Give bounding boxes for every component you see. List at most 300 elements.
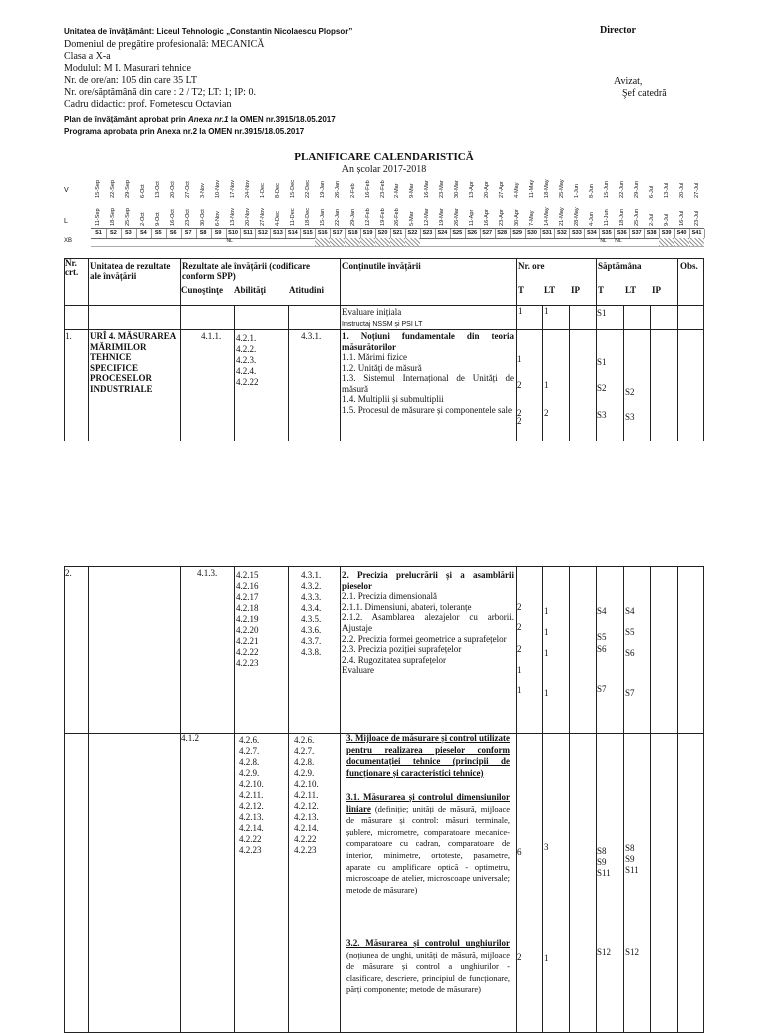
cal-week-number: S35 xyxy=(599,229,615,238)
cal-week-number: S5 xyxy=(151,229,167,238)
cal-date-bottom-18 xyxy=(345,200,360,227)
cal-week-number: S1 xyxy=(91,229,107,238)
cal-date-text: 5-Mar xyxy=(409,211,416,226)
col-results-header-label: Rezultate ale învățării (codificare conform SPP) xyxy=(182,261,311,281)
cal-week-number: S32 xyxy=(554,229,570,238)
row3-week31-t-1: S8 xyxy=(597,846,607,856)
eval-week: S1 xyxy=(597,308,607,318)
row3-skill-3: 4.2.8. xyxy=(239,757,260,767)
cal-date-text: 21-May xyxy=(558,207,565,226)
row2-cell-ip xyxy=(569,566,597,734)
cal-week-number: S27 xyxy=(480,229,496,238)
cal-date-text: 4-Jun xyxy=(588,212,595,226)
row3-knowledge: 4.1.2 xyxy=(181,733,199,743)
cal-date-text: 22-Jan xyxy=(334,208,341,226)
row2-nr: 2. xyxy=(65,568,72,578)
row2-cell-obs xyxy=(677,566,704,734)
cal-hatch-cell xyxy=(360,238,375,246)
cal-hatch-cell xyxy=(659,238,674,246)
row1-week-lt-2: S3 xyxy=(625,412,635,422)
row1-t-3: 2 xyxy=(517,408,522,418)
row1-lt-2: 2 xyxy=(544,408,549,418)
eval-row-cell-k xyxy=(180,305,235,330)
cal-hatch-cell xyxy=(375,238,390,246)
cal-week-number: S6 xyxy=(166,229,182,238)
row2-attitude-3: 4.3.3. xyxy=(301,592,322,602)
cal-date-text: 22-Jun xyxy=(618,180,625,198)
cal-hatch-cell xyxy=(689,238,704,246)
row2-t-3: 2 xyxy=(517,644,522,654)
row3-cell-unit xyxy=(88,733,181,1033)
row3-week32-lt: S12 xyxy=(625,947,640,957)
cal-date-text: 19-Jan xyxy=(319,180,326,198)
cal-date-top-5 xyxy=(151,172,166,199)
calendar-bottom-dates xyxy=(91,200,704,227)
row2-skill-3: 4.2.17 xyxy=(236,592,259,602)
row3-lt31: 3 xyxy=(544,842,549,852)
row1-skill-3: 4.2.3. xyxy=(236,355,257,365)
cal-date-text: 16-Mar xyxy=(424,180,431,198)
row3-content-title xyxy=(346,733,510,779)
cal-week-number: S28 xyxy=(495,229,511,238)
row3-attitude-5: 4.2.10. xyxy=(294,779,319,789)
row3-skill-7: 4.2.12. xyxy=(239,801,264,811)
row1-skill-1: 4.2.1. xyxy=(236,333,257,343)
cal-date-text: 13-Oct xyxy=(155,181,162,198)
row2-item-2: 2.1. Precizia dimensională xyxy=(342,591,437,602)
row3-skill-5: 4.2.10. xyxy=(239,779,264,789)
cal-week-number: S15 xyxy=(300,229,316,238)
eval-row-cell-nr xyxy=(64,305,89,330)
eval-row-cell-wlt xyxy=(623,305,651,330)
cal-date-text: 30-Oct xyxy=(200,209,207,226)
row2-attitudes xyxy=(301,570,321,658)
cal-date-top-6 xyxy=(166,172,181,199)
row1-item-5: 1.4. Multiplii și submultiplii xyxy=(342,394,444,404)
row3-week32-t: S12 xyxy=(597,947,612,957)
cal-date-text: 2-Mar xyxy=(394,183,401,198)
cal-date-top-12 xyxy=(255,172,270,199)
director-label: Director xyxy=(600,25,636,36)
cal-date-text: 30-Mar xyxy=(454,180,461,198)
cal-week-number: S37 xyxy=(629,229,645,238)
cal-date-text: 27-Oct xyxy=(185,181,192,198)
cal-date-top-24 xyxy=(435,172,450,199)
cal-date-top-39 xyxy=(659,172,674,199)
cal-week-number: S30 xyxy=(525,229,541,238)
cal-date-text: 6-Oct xyxy=(140,184,147,198)
cal-date-text: 18-Jun xyxy=(618,208,625,226)
cal-label-l: L xyxy=(64,218,68,225)
cal-date-text: 7-May xyxy=(529,210,536,226)
cal-date-text: 14-May xyxy=(544,207,550,226)
row2-week-t-4: S7 xyxy=(597,684,607,694)
cal-date-text: 28-May xyxy=(573,207,580,226)
cal-date-text: 12-Mar xyxy=(424,208,431,226)
row3-cell-obs xyxy=(677,733,704,1033)
row2-lt-1: 1 xyxy=(544,606,549,616)
row2-week-t-1: S4 xyxy=(597,606,607,616)
cal-date-top-8 xyxy=(196,172,211,199)
cal-date-bottom-11 xyxy=(241,200,256,227)
module-line: Modulul: M I. Masurari tehnice xyxy=(64,63,191,74)
row3-cell-lt xyxy=(542,733,570,1033)
col-week-lt: LT xyxy=(625,285,637,295)
cal-date-bottom-4 xyxy=(136,200,151,227)
cal-week-number: S3 xyxy=(121,229,137,238)
cal-date-bottom-8 xyxy=(196,200,211,227)
eval-row-cell-obs xyxy=(677,305,704,330)
cal-date-bottom-17 xyxy=(330,200,345,227)
row1-nr: 1. xyxy=(65,331,72,341)
eval-row-cell-ip xyxy=(569,305,597,330)
hours-week-line: Nr. ore/săptămână din care : 2 / T2; LT: 1; IP: 0. xyxy=(64,87,256,98)
cal-date-bottom-32 xyxy=(554,200,569,227)
row2-skill-9: 4.2.23 xyxy=(236,658,259,668)
cal-date-text: 26-Mar xyxy=(454,208,461,226)
cal-date-top-14 xyxy=(285,172,300,199)
row2-t-2: 2 xyxy=(517,622,522,632)
cal-date-bottom-16 xyxy=(315,200,330,227)
row3-attitude-1: 4.2.6. xyxy=(294,735,315,745)
row1-cell-ip xyxy=(569,329,597,441)
cal-date-text: 19-Feb xyxy=(379,208,386,226)
row1-skill-4: 4.2.4. xyxy=(236,366,257,376)
cal-week-number: S41 xyxy=(689,229,705,238)
cal-date-top-15 xyxy=(300,172,315,199)
row2-cell-wip xyxy=(650,566,678,734)
cal-date-text: 23-Apr xyxy=(499,209,506,226)
row2-t-1: 2 xyxy=(517,602,522,612)
row1-t-2: 2 xyxy=(517,380,522,390)
col-week-ip: IP xyxy=(652,285,661,295)
cal-date-top-37 xyxy=(629,172,644,199)
cal-week-number: S31 xyxy=(540,229,556,238)
row1-cell-obs xyxy=(677,329,704,441)
row2-skill-1: 4.2.15 xyxy=(236,570,259,580)
row3-attitude-2: 4.2.7. xyxy=(294,746,315,756)
cal-date-text: 2-Oct xyxy=(140,212,147,226)
cal-date-top-30 xyxy=(525,172,540,199)
cal-date-text: 17-Nov xyxy=(230,179,237,198)
row3-attitude-9: 4.2.14. xyxy=(294,823,319,833)
cal-date-text: 26-Feb xyxy=(394,208,401,226)
cal-date-top-2 xyxy=(106,172,121,199)
row1-week-t-3: S3 xyxy=(597,410,607,420)
row1-knowledge: 4.1.1. xyxy=(201,331,222,341)
row1-cell-a xyxy=(288,329,341,441)
row2-skill-4: 4.2.18 xyxy=(236,603,259,613)
cal-date-bottom-15 xyxy=(300,200,315,227)
cal-week-number: S4 xyxy=(136,229,152,238)
cal-date-top-18 xyxy=(345,172,360,199)
cal-date-text: 25-Sep xyxy=(125,207,132,226)
cal-date-top-35 xyxy=(599,172,614,199)
col-knowledge-header: Cunoştinţe xyxy=(181,285,224,295)
cal-date-bottom-13 xyxy=(270,200,285,227)
cal-date-bottom-5 xyxy=(151,200,166,227)
row3-item-32 xyxy=(346,938,510,996)
cal-date-top-9 xyxy=(211,172,226,199)
cal-date-text: 27-Nov xyxy=(259,207,266,226)
row2-skills xyxy=(236,570,259,669)
cal-date-text: 6-Nov xyxy=(215,211,222,226)
row2-t-4: 1 xyxy=(517,665,522,675)
row2-item-6: 2.3. Precizia poziției suprafețelor xyxy=(342,644,462,655)
page-title: PLANIFICARE CALENDARISTICĂ xyxy=(294,151,474,163)
row3-week31-lt-3: S11 xyxy=(625,865,639,875)
row3-week31-t-2: S9 xyxy=(597,857,607,867)
cal-date-text: 13-Nov xyxy=(230,207,237,226)
cal-date-bottom-20 xyxy=(375,200,390,227)
cal-date-top-1 xyxy=(91,172,106,199)
cal-date-text: 11-Sep xyxy=(95,208,102,226)
row2-attitude-8: 4.3.8. xyxy=(301,647,322,657)
row3-cell-wt xyxy=(596,733,624,1033)
row2-skill-7: 4.2.21 xyxy=(236,636,259,646)
row2-t-5: 1 xyxy=(517,685,522,695)
row2-attitude-4: 4.3.4. xyxy=(301,603,322,613)
row3-weeks31-lt xyxy=(625,843,639,876)
row1-item-3: 1.2. Unități de măsură xyxy=(342,362,422,373)
row3-item-32-body: (noțiunea de unghi, unități de măsură, mijloace de măsurare și control a unghiurilor - clasificare, descriere, principiul de funcționare, părți componente; metode de măsurare) xyxy=(346,949,510,995)
row3-attitude-11: 4.2.23 xyxy=(294,845,317,855)
row3-title: 3. Mijloace de măsurare și control utilizate pentru realizarea pieselor conform documentației tehnice (principii de funcționare și caracteristici tehnice) xyxy=(346,733,510,778)
cal-date-text: 24-Nov xyxy=(244,179,251,198)
row3-week31-lt-1: S8 xyxy=(625,843,635,853)
row1-cell-k xyxy=(180,329,235,441)
cal-date-top-31 xyxy=(540,172,555,199)
cal-week-number: S24 xyxy=(435,229,451,238)
row2-lt-4: 1 xyxy=(544,688,549,698)
row3-skill-1: 4.2.6. xyxy=(239,735,260,745)
row3-skills xyxy=(239,735,264,856)
cal-date-bottom-7 xyxy=(181,200,196,227)
cal-date-bottom-40 xyxy=(674,200,689,227)
cal-date-text: 10-Nov xyxy=(215,179,222,198)
cal-date-text: 9-Oct xyxy=(155,212,162,226)
row2-item-3: 2.1.1. Dimensiuni, abateri, toleranțe xyxy=(342,601,472,612)
row3-item-32-title: 3.2. Măsurarea și controlul unghiurilor xyxy=(346,938,510,948)
row2-cell-nr xyxy=(64,566,89,734)
col-obs-header-label: Obs. xyxy=(680,261,698,271)
cal-date-text: 18-Dec xyxy=(304,207,311,226)
cal-date-text: 18-Sep xyxy=(110,207,117,226)
cal-date-text: 11-Apr xyxy=(469,209,476,226)
col-week-t: T xyxy=(598,285,605,295)
cal-date-text: 9-Mar xyxy=(409,183,416,198)
row2-cell-k xyxy=(180,566,235,734)
cal-date-bottom-39 xyxy=(659,200,674,227)
curriculum-plan-line: Plan de învățământ aprobat prin Anexa nr.1 la OMEN nr.3915/18.05.2017 xyxy=(64,115,336,124)
eval-initial: Evaluare inițiala xyxy=(342,307,402,317)
cal-nl-label: NL xyxy=(226,238,233,244)
cal-date-bottom-22 xyxy=(405,200,420,227)
cal-nl-label: NL xyxy=(600,238,607,244)
row3-cell-nr xyxy=(64,733,89,1033)
col-skills-header: Abilităţi xyxy=(234,285,267,295)
cal-date-text: 27-Apr xyxy=(499,181,506,198)
row1-item-4: 1.3. Sistemul Internațional de Unități de măsură xyxy=(342,373,514,394)
class-line: Clasa a X-a xyxy=(64,51,111,62)
row2-skill-8: 4.2.22 xyxy=(236,647,259,657)
row2-skill-2: 4.2.16 xyxy=(236,581,259,591)
cal-date-text: 1-Dec xyxy=(259,183,266,198)
cal-hatch-cell xyxy=(674,238,689,246)
cal-date-bottom-2 xyxy=(106,200,121,227)
cal-date-text: 8-Jun xyxy=(588,184,595,198)
cal-date-top-26 xyxy=(465,172,480,199)
cal-date-text: 16-Oct xyxy=(170,209,177,226)
cal-date-bottom-37 xyxy=(629,200,644,227)
school-unit: Unitatea de învățământ: Liceul Tehnologic „Constantin Nicolaescu Plopsor” xyxy=(64,27,353,36)
cal-date-text: 16-Apr xyxy=(484,209,491,226)
row3-skill-8: 4.2.13. xyxy=(239,812,264,822)
row3-attitude-6: 4.2.11. xyxy=(294,790,319,800)
cal-date-top-20 xyxy=(375,172,390,199)
cal-date-bottom-12 xyxy=(255,200,270,227)
row2-knowledge: 4.1.3. xyxy=(197,568,218,578)
cal-week-number: S12 xyxy=(255,229,271,238)
cal-date-top-21 xyxy=(390,172,405,199)
cal-date-text: 29-Jun xyxy=(633,180,640,198)
row3-skill-4: 4.2.9. xyxy=(239,768,260,778)
row3-skill-11: 4.2.23 xyxy=(239,845,262,855)
cal-week-number: S36 xyxy=(614,229,630,238)
row1-item-1: 1. Noțiuni fundamentale din teoria măsurătorilor xyxy=(342,331,514,352)
cal-date-top-28 xyxy=(495,172,510,199)
cal-date-text: 15-Jun xyxy=(603,180,610,198)
cal-week-number: S22 xyxy=(405,229,421,238)
cal-date-bottom-6 xyxy=(166,200,181,227)
row1-attitudes: 4.3.1. xyxy=(301,331,322,341)
cal-week-number: S38 xyxy=(644,229,660,238)
cal-hatch-cell xyxy=(405,238,420,246)
cal-date-text: 23-Jul xyxy=(693,210,700,226)
row3-item-31 xyxy=(346,792,510,896)
cal-date-top-3 xyxy=(121,172,136,199)
cal-date-text: 4-May xyxy=(514,182,521,198)
row2-attitude-5: 4.3.5. xyxy=(301,614,322,624)
cal-nl-label: NL xyxy=(615,238,622,244)
cal-date-top-19 xyxy=(360,172,375,199)
row3-skill-6: 4.2.11. xyxy=(239,790,264,800)
cal-date-text: 12-Feb xyxy=(364,208,371,226)
cal-date-text: 27-Jul xyxy=(693,182,700,198)
cal-date-text: 23-Oct xyxy=(185,209,192,226)
teacher-line: Cadru didactic: prof. Fometescu Octavian xyxy=(64,99,232,110)
cal-week-number: S40 xyxy=(674,229,690,238)
row2-attitude-2: 4.3.2. xyxy=(301,581,322,591)
calendar-nl-row xyxy=(91,238,704,247)
cal-week-number: S14 xyxy=(285,229,301,238)
cal-week-number: S33 xyxy=(569,229,585,238)
cal-date-bottom-21 xyxy=(390,200,405,227)
row3-item-31-body: (definiție; unități de măsură, mijloace de măsurare și control: măsuri terminale, șublere, micrometre, comparatoare mecanice-comparatoare cu cadran, comparatoare de interior, minimetre, ortoteste, pasametre, aparate cu amplificare optică - optimetru, microscoape de atelier, microscoape universale; metode de măsurare) xyxy=(346,803,510,895)
row2-item-5: 2.2. Precizia formei geometrice a suprafețelor xyxy=(342,633,507,644)
cal-date-bottom-19 xyxy=(360,200,375,227)
row1-item-2: 1.1. Mărimi fizice xyxy=(342,352,407,362)
cal-week-number: S20 xyxy=(375,229,391,238)
row1-week-lt-1: S2 xyxy=(625,387,635,397)
col-content-header-label: Conținutile învățării xyxy=(342,261,421,271)
row3-attitude-3: 4.2.8. xyxy=(294,757,315,767)
cal-week-number: S23 xyxy=(420,229,436,238)
cal-date-text: 20-Jul xyxy=(678,182,685,198)
cal-date-text: 29-Sep xyxy=(125,179,132,198)
eval-t: 1 xyxy=(518,306,523,316)
row3-attitude-8: 4.2.13. xyxy=(294,812,319,822)
cal-date-text: 16-Jul xyxy=(678,210,685,226)
col-hours-lt: LT xyxy=(544,285,556,295)
row2-week-lt-4: S7 xyxy=(625,688,635,698)
cal-label-v: V xyxy=(64,187,69,194)
row2-attitude-7: 4.3.7. xyxy=(301,636,322,646)
cal-date-bottom-10 xyxy=(226,200,241,227)
cal-week-number: S7 xyxy=(181,229,197,238)
school-year: An școlar 2017-2018 xyxy=(341,164,427,175)
cal-date-top-23 xyxy=(420,172,435,199)
row3-cell-wlt xyxy=(623,733,651,1033)
cal-date-top-10 xyxy=(226,172,241,199)
col-week-header-label: Săptămâna xyxy=(598,261,642,271)
cal-date-top-29 xyxy=(510,172,525,199)
row2-attitude-1: 4.3.1. xyxy=(301,570,322,580)
cal-week-number: S13 xyxy=(270,229,286,238)
row3-item-31-title: 3.1. Măsurarea și controlul dimensiunilor liniare xyxy=(346,792,510,814)
cal-hatch-cell xyxy=(390,238,405,246)
cal-date-text: 11-Dec xyxy=(289,208,296,226)
cal-week-number: S25 xyxy=(450,229,466,238)
row2-item-8: Evaluare xyxy=(342,665,374,676)
row3-skill-2: 4.2.7. xyxy=(239,746,260,756)
cal-date-bottom-29 xyxy=(510,200,525,227)
row3-attitude-4: 4.2.9. xyxy=(294,768,315,778)
cal-date-top-11 xyxy=(241,172,256,199)
cal-date-text: 20-Nov xyxy=(244,207,251,226)
cal-date-text: 11-May xyxy=(529,179,536,198)
col-hours-ip: IP xyxy=(571,285,580,295)
cal-date-top-33 xyxy=(569,172,584,199)
cal-date-text: 25-Jun xyxy=(633,208,640,226)
row2-cell-unit xyxy=(88,566,181,734)
cal-date-bottom-24 xyxy=(435,200,450,227)
row3-weeks31-t xyxy=(597,846,611,879)
cal-hatch-cell xyxy=(330,238,345,246)
row1-skill-5: 4.2.22 xyxy=(236,377,259,387)
cal-date-top-27 xyxy=(480,172,495,199)
cal-date-top-22 xyxy=(405,172,420,199)
row2-skill-6: 4.2.20 xyxy=(236,625,259,635)
cal-date-top-7 xyxy=(181,172,196,199)
row1-t-1: 1 xyxy=(517,354,522,364)
cal-date-text: 30-Apr xyxy=(514,209,521,226)
cal-date-text: 8-Dec xyxy=(274,183,281,198)
cal-week-number: S19 xyxy=(360,229,376,238)
cal-date-text: 11-Jun xyxy=(603,209,610,226)
eval-row-cell-a xyxy=(288,305,341,330)
cal-week-number: S18 xyxy=(345,229,361,238)
cal-hatch-cell xyxy=(315,238,330,246)
cal-date-text: 2-Feb xyxy=(349,183,356,198)
cal-date-bottom-38 xyxy=(644,200,659,227)
cal-date-top-38 xyxy=(644,172,659,199)
cal-date-text: 4-Dec xyxy=(274,211,281,226)
col-nr-header-label: Nr. crt. xyxy=(65,258,79,277)
row3-t32: 2 xyxy=(517,952,522,962)
row2-skill-5: 4.2.19 xyxy=(236,614,259,624)
col-unit-header-label: Unitatea de rezultate ale învățării xyxy=(90,261,171,281)
